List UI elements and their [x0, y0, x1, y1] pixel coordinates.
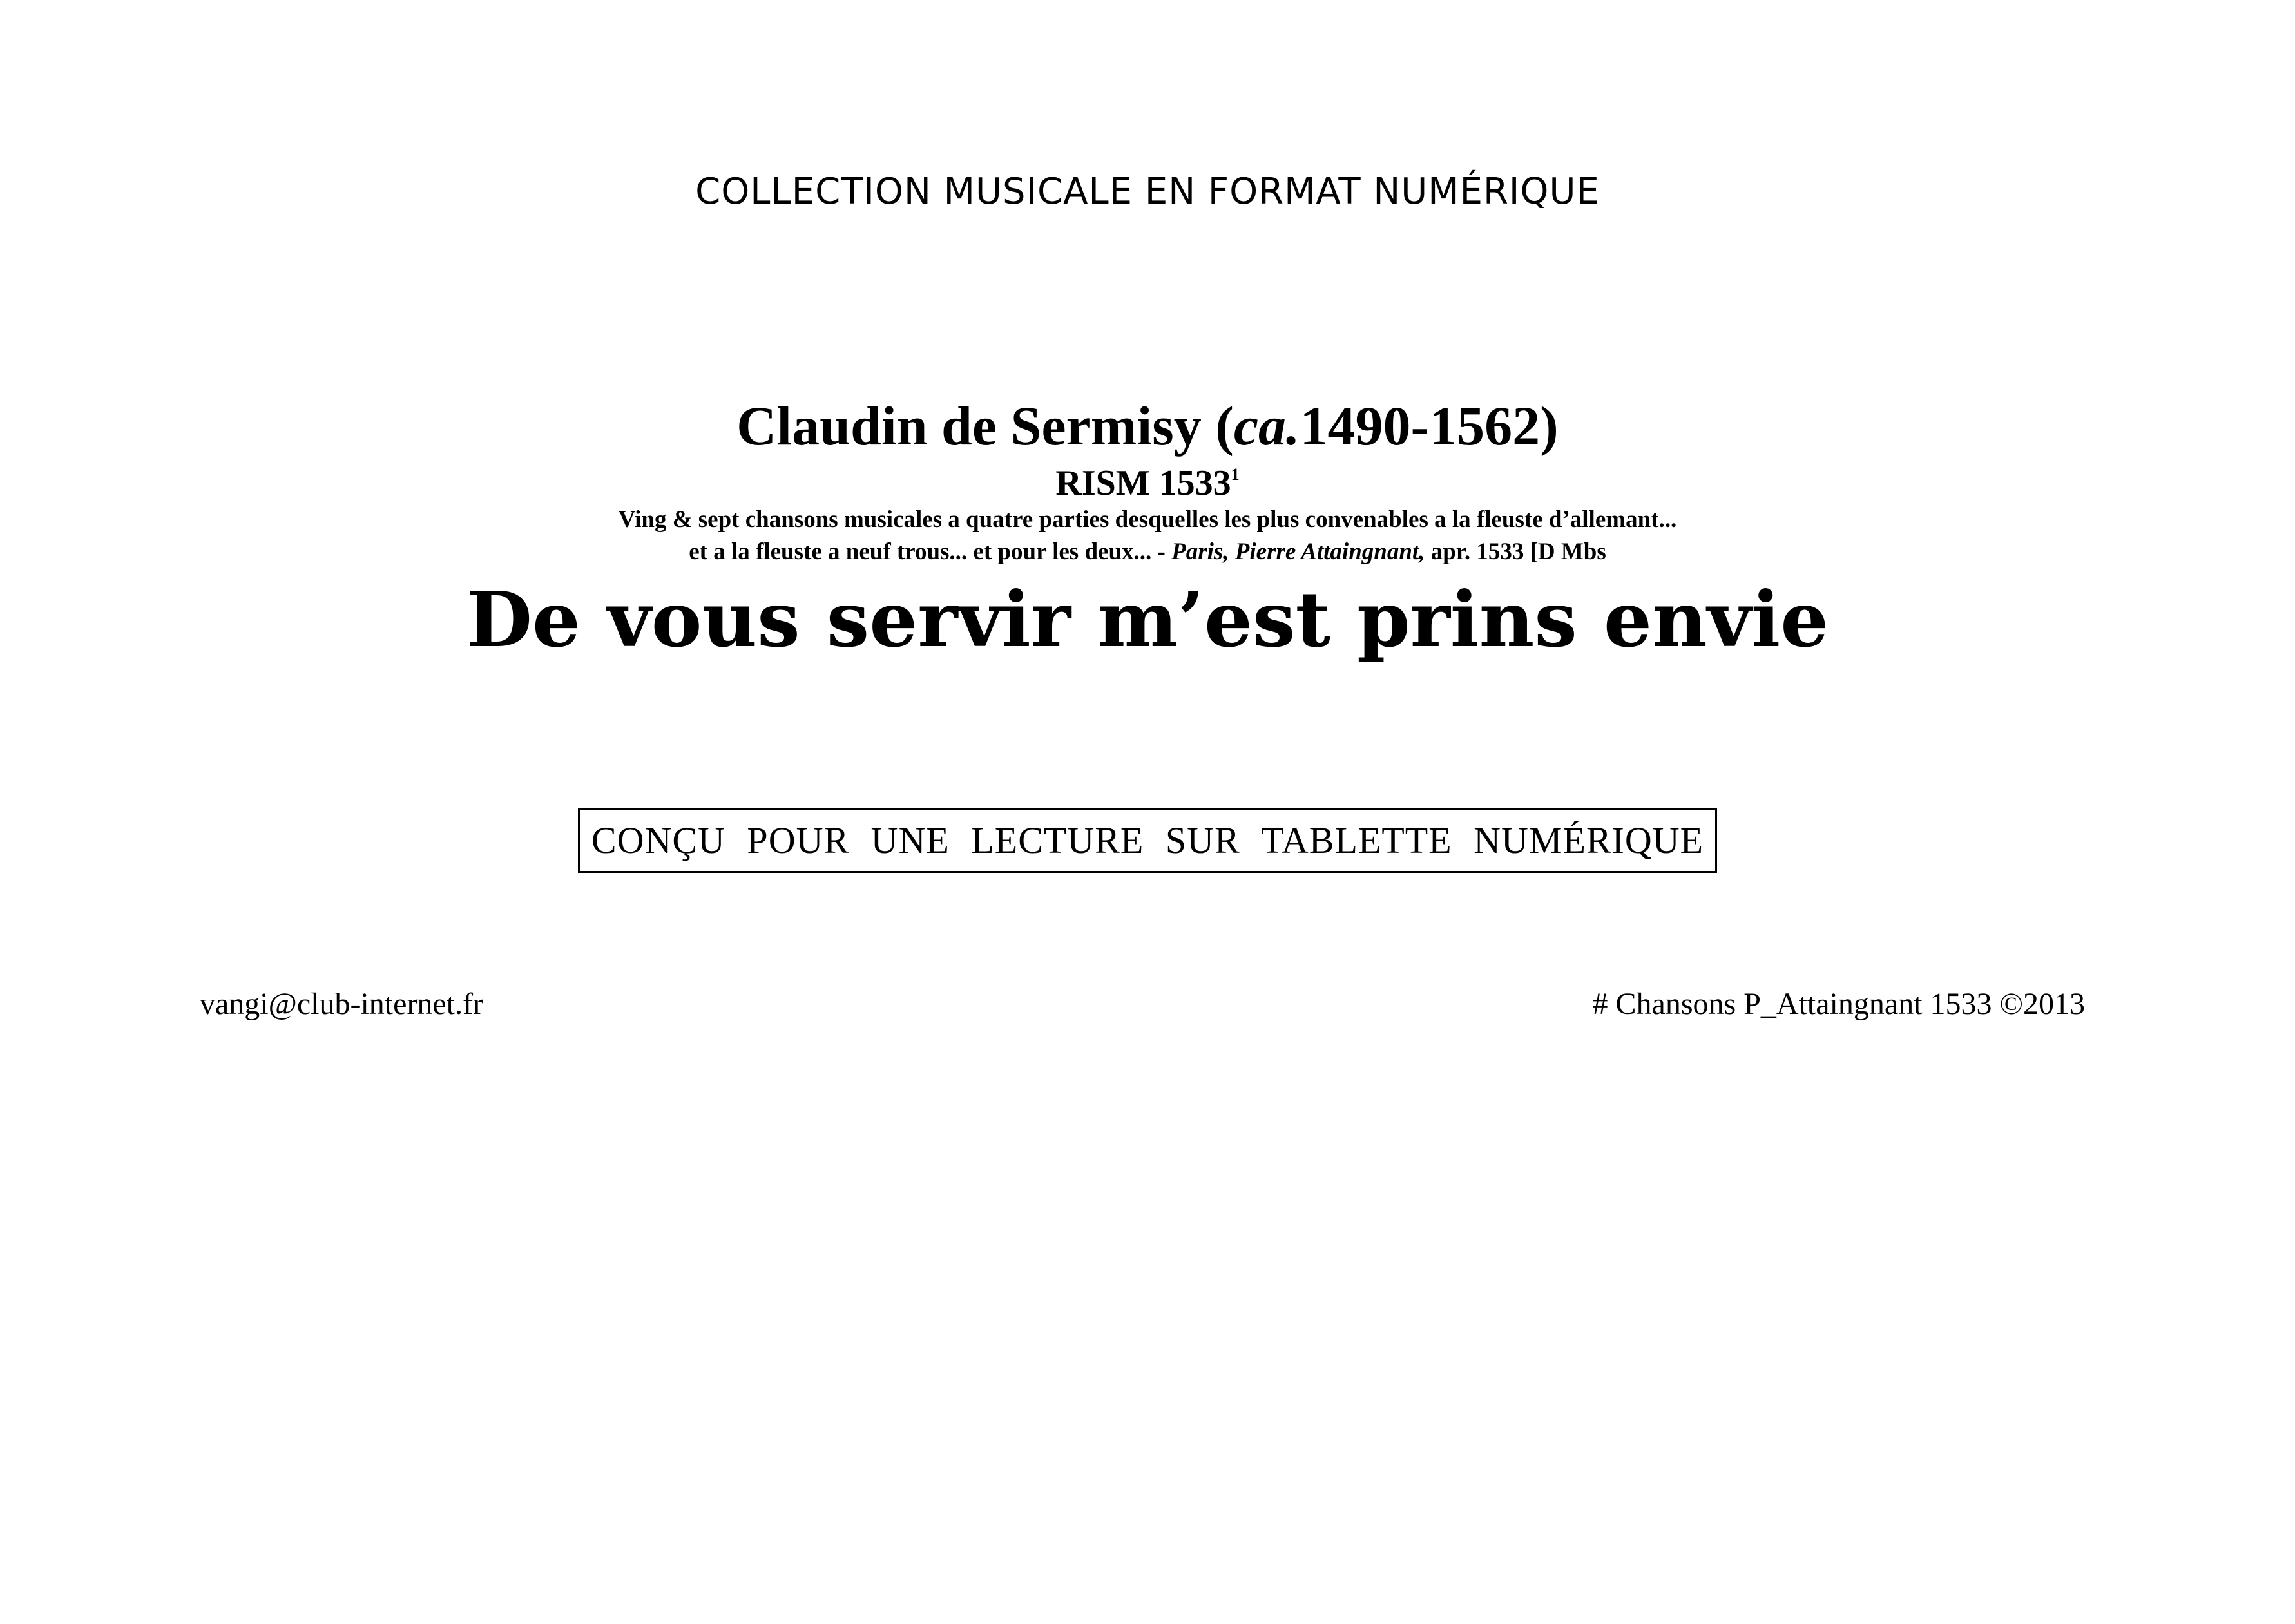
description-prefix: et a la fleuste a neuf trous... et pour les deux... - [689, 539, 1172, 565]
composer-name: Claudin de Sermisy ( [736, 395, 1234, 457]
contact-email: vangi@club-internet.fr [200, 987, 484, 1021]
series-copyright-note: # Chansons P_Attaingnant 1533 ©2013 [1592, 987, 2085, 1021]
rism-label: RISM 1533 [1055, 463, 1231, 503]
description-place-printer: Paris, Pierre Attaingnant, [1171, 539, 1425, 565]
song-title: De vous servir m’est prins envie [466, 575, 1829, 664]
source-description-line-2 [0, 540, 2295, 564]
tablet-notice-wrapper [0, 808, 2295, 873]
composer-heading [0, 395, 2295, 457]
composer-dates: 1490-1562) [1300, 395, 1559, 457]
collection-heading: COLLECTION MUSICALE EN FORMAT NUMÉRIQUE [695, 171, 1600, 213]
tablet-notice-box: CONÇU POUR UNE LECTURE SUR TABLETTE NUMÉRIQUE [578, 808, 1717, 873]
description-suffix: apr. 1533 [D Mbs [1425, 539, 1606, 565]
composer-circa: ca. [1233, 395, 1300, 457]
rism-superscript: 1 [1231, 465, 1240, 484]
rism-reference [0, 465, 2295, 501]
source-description-line-1: Ving & sept chansons musicales a quatre parties desquelles les plus convenables a la fleuste d’allemant... [618, 506, 1677, 533]
